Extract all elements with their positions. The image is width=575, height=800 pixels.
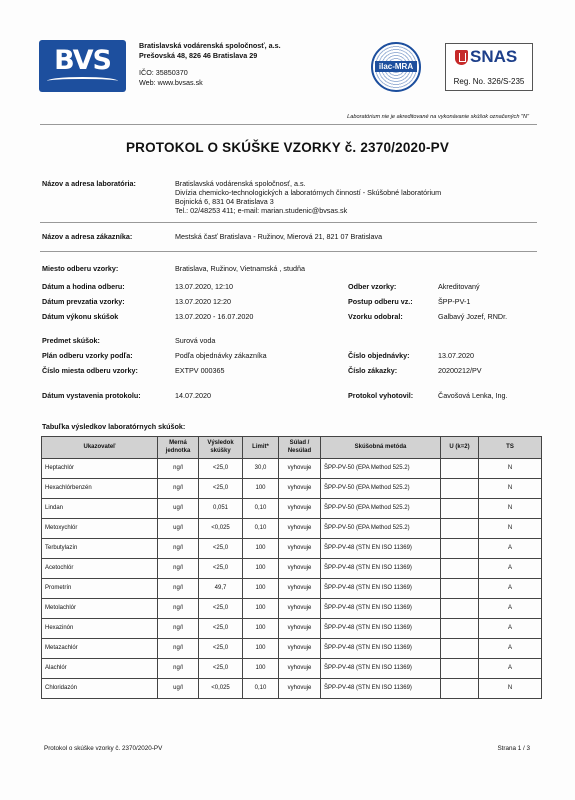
company-info (139, 41, 281, 87)
table-cell: vyhovuje (279, 599, 321, 619)
table-cell: ŠPP-PV-48 (STN EN ISO 11369) (321, 579, 441, 599)
table-cell: ŠPP-PV-48 (STN EN ISO 11369) (321, 639, 441, 659)
prevzatia-label: Dátum prevzatia vzorky: (42, 297, 125, 306)
table-cell: ŠPP-PV-50 (EPA Method 525.2) (321, 519, 441, 539)
lab-line-1: Bratislavská vodárenská spoločnosť, a.s. (175, 179, 306, 188)
table-cell: ng/l (158, 459, 199, 479)
snas-reg-number: Reg. No. 326/S-235 (453, 77, 525, 86)
table-cell: ng/l (158, 619, 199, 639)
table-row (42, 619, 542, 639)
table-cell: A (479, 599, 542, 619)
vykonu-value: 13.07.2020 - 16.07.2020 (175, 312, 254, 321)
table-cell: Metazachlór (42, 639, 158, 659)
table-cell (441, 559, 479, 579)
table-cell (441, 679, 479, 699)
divider (40, 251, 537, 252)
table-cell: ng/l (158, 639, 199, 659)
table-row (42, 559, 542, 579)
table-cell: vyhovuje (279, 619, 321, 639)
table-row (42, 659, 542, 679)
table-cell: N (479, 479, 542, 499)
table-cell: Terbutylazín (42, 539, 158, 559)
snas-logo: SNAS Reg. No. 326/S-235 (445, 43, 533, 91)
plan-value: Podľa objednávky zákazníka (175, 351, 267, 360)
table-cell: 30,0 (243, 459, 279, 479)
table-cell: ug/l (158, 499, 199, 519)
table-cell: A (479, 659, 542, 679)
table-header-cell: U (k=2) (441, 437, 479, 459)
table-cell: A (479, 559, 542, 579)
company-web: Web: www.bvsas.sk (139, 77, 203, 87)
table-row (42, 459, 542, 479)
table-cell: 0,10 (243, 519, 279, 539)
table-cell: vyhovuje (279, 479, 321, 499)
table-cell: 100 (243, 579, 279, 599)
table-cell: Lindan (42, 499, 158, 519)
accreditation-note: Laboratórium nie je akreditované na vykonávanie skúšok označených "N" (347, 114, 529, 120)
company-address: Prešovská 48, 826 46 Bratislava 29 (139, 50, 258, 60)
table-cell: ŠPP-PV-48 (STN EN ISO 11369) (321, 659, 441, 679)
table-cell: <25,0 (199, 459, 243, 479)
table-cell: N (479, 519, 542, 539)
table-cell: vyhovuje (279, 659, 321, 679)
table-cell: vyhovuje (279, 539, 321, 559)
lab-line-2: Divízia chemicko-technologických a laboratórnych činností - Skúšobné laboratórium (175, 188, 442, 197)
table-cell: Metoxychlór (42, 519, 158, 539)
table-cell: Hexazinón (42, 619, 158, 639)
table-cell: Alachlór (42, 659, 158, 679)
cislo-miesta-value: EXTPV 000365 (175, 366, 225, 375)
table-cell: 0,051 (199, 499, 243, 519)
plan-label: Plán odberu vzorky podľa: (42, 351, 133, 360)
divider (40, 124, 537, 125)
customer-value: Mestská časť Bratislava - Ružinov, Mierová 21, 821 07 Bratislava (175, 232, 383, 241)
table-cell: ng/l (158, 559, 199, 579)
company-ico: IČO: 35850370 (139, 68, 188, 77)
table-cell: <25,0 (199, 539, 243, 559)
table-cell: <25,0 (199, 639, 243, 659)
table-row (42, 679, 542, 699)
table-cell: <25,0 (199, 479, 243, 499)
odber-vzorky-label: Odber vzorky: (348, 282, 397, 291)
postup-value: ŠPP-PV-1 (438, 297, 471, 306)
datum-odberu-value: 13.07.2020, 12:10 (175, 282, 233, 291)
table-row (42, 479, 542, 499)
table-cell: 100 (243, 479, 279, 499)
vykonu-label: Dátum výkonu skúšok (42, 312, 119, 321)
table-cell: vyhovuje (279, 459, 321, 479)
table-cell: 49,7 (199, 579, 243, 599)
vystavenia-value: 14.07.2020 (175, 391, 211, 400)
cislo-zak-label: Číslo zákazky: (348, 366, 398, 375)
table-cell: vyhovuje (279, 519, 321, 539)
table-row (42, 499, 542, 519)
table-cell: N (479, 459, 542, 479)
table-cell: Chloridazón (42, 679, 158, 699)
table-header-cell: Výsledok skúšky (199, 437, 243, 459)
table-header-cell: TS (479, 437, 542, 459)
table-cell: Hexachlórbenzén (42, 479, 158, 499)
table-cell: ŠPP-PV-50 (EPA Method 525.2) (321, 479, 441, 499)
table-cell: ng/l (158, 539, 199, 559)
page-number: Strana 1 / 3 (497, 745, 530, 752)
predmet-value: Surová voda (175, 336, 216, 345)
footer-left: Protokol o skúške vzorky č. 2370/2020-PV (44, 745, 163, 752)
table-cell: A (479, 579, 542, 599)
ilac-mra-logo-icon: ilac-MRA (371, 42, 421, 92)
table-header-cell: Merná jednotka (158, 437, 199, 459)
table-cell: ŠPP-PV-50 (EPA Method 525.2) (321, 499, 441, 519)
table-cell: ng/l (158, 479, 199, 499)
table-header-row (42, 437, 542, 459)
table-cell: <25,0 (199, 559, 243, 579)
table-cell: ŠPP-PV-48 (STN EN ISO 11369) (321, 679, 441, 699)
table-cell: <0,025 (199, 679, 243, 699)
table-cell: ŠPP-PV-50 (EPA Method 525.2) (321, 459, 441, 479)
table-cell: ŠPP-PV-48 (STN EN ISO 11369) (321, 559, 441, 579)
odber-vzorky-value: Akreditovaný (438, 282, 480, 291)
table-cell: 100 (243, 619, 279, 639)
table-row (42, 539, 542, 559)
table-cell: 100 (243, 639, 279, 659)
table-cell: 0,10 (243, 679, 279, 699)
cislo-zak-value: 20200212/PV (438, 366, 482, 375)
page-title: PROTOKOL O SKÚŠKE VZORKY č. 2370/2020-PV (125, 140, 450, 155)
table-cell (441, 639, 479, 659)
table-cell: A (479, 619, 542, 639)
vystavenia-label: Dátum vystavenia protokolu: (42, 391, 141, 400)
table-cell: <25,0 (199, 599, 243, 619)
table-row (42, 579, 542, 599)
table-cell: ŠPP-PV-48 (STN EN ISO 11369) (321, 619, 441, 639)
divider (40, 222, 537, 223)
table-cell: ug/l (158, 679, 199, 699)
miesto-label: Miesto odberu vzorky: (42, 264, 119, 273)
table-cell: ng/l (158, 579, 199, 599)
customer-label: Názov a adresa zákazníka: (42, 232, 133, 241)
table-header-cell: Skúšobná metóda (321, 437, 441, 459)
table-cell: <25,0 (199, 619, 243, 639)
odobral-label: Vzorku odobral: (348, 312, 403, 321)
table-cell: N (479, 679, 542, 699)
table-cell: Prometrín (42, 579, 158, 599)
table-cell: Metolachlór (42, 599, 158, 619)
bvs-logo: BVS (39, 40, 126, 92)
table-cell: 100 (243, 559, 279, 579)
lab-label: Názov a adresa laboratória: (42, 179, 136, 188)
cislo-miesta-label: Číslo miesta odberu vzorky: (42, 366, 138, 375)
table-cell (441, 659, 479, 679)
prevzatia-value: 13.07.2020 12:20 (175, 297, 231, 306)
postup-label: Postup odberu vz.: (348, 297, 413, 306)
table-cell: ng/l (158, 599, 199, 619)
table-cell (441, 599, 479, 619)
table-cell: A (479, 639, 542, 659)
table-cell: A (479, 539, 542, 559)
vyhotovil-label: Protokol vyhotovil: (348, 391, 414, 400)
table-cell (441, 519, 479, 539)
miesto-value: Bratislava, Ružinov, Vietnamská , studňa (175, 264, 305, 273)
table-caption: Tabuľka výsledkov laboratórnych skúšok: (42, 422, 186, 431)
predmet-label: Predmet skúšok: (42, 336, 100, 345)
table-cell: ug/l (158, 519, 199, 539)
cislo-obj-label: Číslo objednávky: (348, 351, 410, 360)
table-cell (441, 459, 479, 479)
vyhotovil-value: Čavošová Lenka, Ing. (438, 391, 508, 400)
table-cell: vyhovuje (279, 499, 321, 519)
datum-odberu-label: Dátum a hodina odberu: (42, 282, 125, 291)
table-cell: <0,025 (199, 519, 243, 539)
table-cell: <25,0 (199, 659, 243, 679)
table-header-cell: Limit* (243, 437, 279, 459)
table-cell: vyhovuje (279, 559, 321, 579)
lab-line-4: Tel.: 02/48253 411; e-mail: marian.studenic@bvsas.sk (175, 206, 348, 215)
table-cell (441, 499, 479, 519)
table-cell: Acetochlór (42, 559, 158, 579)
table-cell: ng/l (158, 659, 199, 679)
odobral-value: Galbavý Jozef, RNDr. (438, 312, 508, 321)
table-body (42, 459, 542, 699)
cislo-obj-value: 13.07.2020 (438, 351, 474, 360)
table-cell: 100 (243, 599, 279, 619)
table-cell: vyhovuje (279, 679, 321, 699)
table-cell (441, 539, 479, 559)
table-cell: ŠPP-PV-48 (STN EN ISO 11369) (321, 539, 441, 559)
table-cell: Heptachlór (42, 459, 158, 479)
table-row (42, 639, 542, 659)
logo-wave-icon (47, 77, 118, 85)
table-cell (441, 479, 479, 499)
lab-line-3: Bojnická 6, 831 04 Bratislava 3 (175, 197, 274, 206)
table-cell (441, 579, 479, 599)
table-cell: 0,10 (243, 499, 279, 519)
table-cell: 100 (243, 659, 279, 679)
table-header-cell: Súlad / Nesúlad (279, 437, 321, 459)
slovak-shield-icon (455, 50, 468, 65)
table-header-cell: Ukazovateľ (42, 437, 158, 459)
table-cell: N (479, 499, 542, 519)
table-cell: 100 (243, 539, 279, 559)
table-cell (441, 619, 479, 639)
results-table (41, 436, 542, 699)
company-name: Bratislavská vodárenská spoločnosť, a.s. (139, 41, 281, 50)
table-row (42, 599, 542, 619)
table-cell: vyhovuje (279, 639, 321, 659)
table-cell: vyhovuje (279, 579, 321, 599)
table-cell: ŠPP-PV-48 (STN EN ISO 11369) (321, 599, 441, 619)
table-row (42, 519, 542, 539)
